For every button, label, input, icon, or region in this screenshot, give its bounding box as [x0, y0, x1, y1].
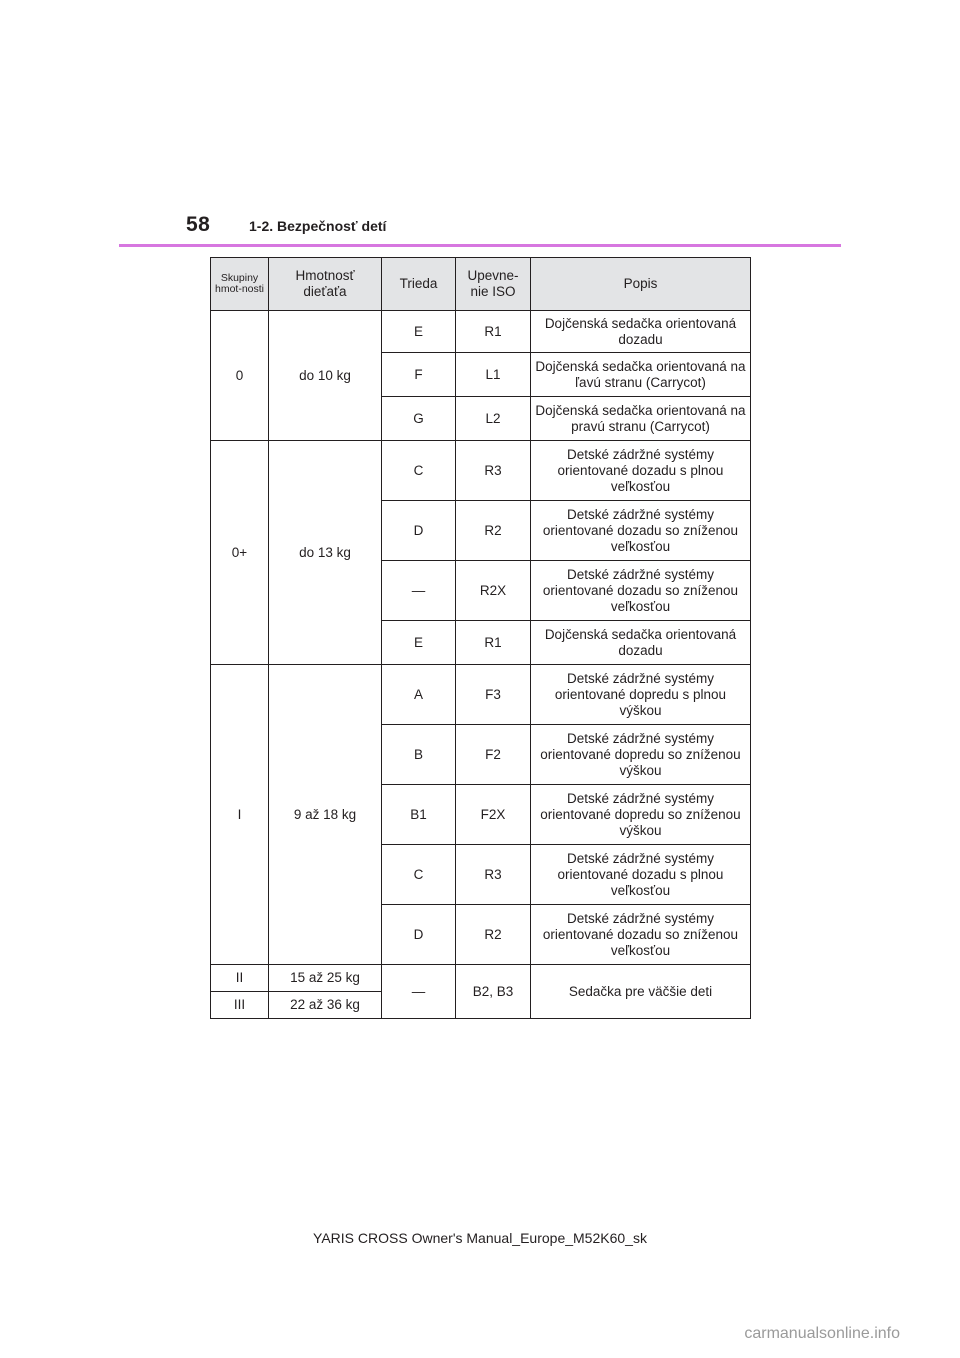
desc-cell: Detské zádržné systémy orientované dozadu s plnou veľkosťou [531, 441, 751, 501]
weight-cell: 22 až 36 kg [269, 992, 382, 1019]
group-cell: I [211, 665, 269, 965]
watermark: carmanualsonline.info [744, 1325, 900, 1342]
iso-cell: R3 [456, 845, 531, 905]
table-row [211, 965, 751, 992]
child-seat-table [210, 257, 751, 1019]
table-row [211, 441, 751, 501]
header-rule [119, 244, 841, 247]
iso-cell: B2, B3 [456, 965, 531, 1019]
weight-cell: 15 až 25 kg [269, 965, 382, 992]
iso-cell: F3 [456, 665, 531, 725]
table-row [211, 311, 751, 353]
class-cell: — [382, 965, 456, 1019]
table-row [211, 665, 751, 725]
column-header-class: Trieda [382, 258, 456, 311]
iso-cell: R2 [456, 905, 531, 965]
class-cell: C [382, 441, 456, 501]
table-header-row [211, 258, 751, 311]
iso-cell: L1 [456, 353, 531, 397]
desc-cell: Detské zádržné systémy orientované dozadu so zníženou veľkosťou [531, 501, 751, 561]
weight-cell: do 10 kg [269, 311, 382, 441]
iso-cell: R1 [456, 311, 531, 353]
iso-cell: R1 [456, 621, 531, 665]
desc-cell: Dojčenská sedačka orientovaná dozadu [531, 621, 751, 665]
desc-cell: Detské zádržné systémy orientované dopredu so zníženou výškou [531, 785, 751, 845]
desc-cell: Detské zádržné systémy orientované dozadu s plnou veľkosťou [531, 845, 751, 905]
desc-cell: Dojčenská sedačka orientovaná dozadu [531, 311, 751, 353]
iso-cell: F2X [456, 785, 531, 845]
group-cell: 0+ [211, 441, 269, 665]
iso-cell: R3 [456, 441, 531, 501]
class-cell: B [382, 725, 456, 785]
page-number: 58 [186, 213, 211, 236]
desc-cell: Dojčenská sedačka orientovaná na pravú stranu (Carrycot) [531, 397, 751, 441]
desc-cell: Dojčenská sedačka orientovaná na ľavú stranu (Carrycot) [531, 353, 751, 397]
class-cell: B1 [382, 785, 456, 845]
iso-cell: R2X [456, 561, 531, 621]
class-cell: E [382, 621, 456, 665]
iso-cell: R2 [456, 501, 531, 561]
desc-cell: Detské zádržné systémy orientované dozadu so zníženou veľkosťou [531, 561, 751, 621]
column-header-iso: Upevne-nie ISO [456, 258, 531, 311]
desc-cell: Sedačka pre väčšie deti [531, 965, 751, 1019]
group-cell: 0 [211, 311, 269, 441]
section-title: 1-2. Bezpečnosť detí [249, 218, 387, 234]
desc-cell: Detské zádržné systémy orientované dozadu so zníženou veľkosťou [531, 905, 751, 965]
group-cell: III [211, 992, 269, 1019]
class-cell: G [382, 397, 456, 441]
class-cell: E [382, 311, 456, 353]
weight-cell: do 13 kg [269, 441, 382, 665]
class-cell: A [382, 665, 456, 725]
column-header-desc: Popis [531, 258, 751, 311]
footer-manual-id: YARIS CROSS Owner's Manual_Europe_M52K60_sk [313, 1230, 647, 1246]
column-header-weight: Hmotnosť dieťaťa [269, 258, 382, 311]
class-cell: — [382, 561, 456, 621]
class-cell: D [382, 905, 456, 965]
weight-cell: 9 až 18 kg [269, 665, 382, 965]
column-header-group: Skupiny hmot-nosti [211, 258, 269, 311]
iso-cell: L2 [456, 397, 531, 441]
desc-cell: Detské zádržné systémy orientované dopredu so zníženou výškou [531, 725, 751, 785]
class-cell: D [382, 501, 456, 561]
iso-cell: F2 [456, 725, 531, 785]
class-cell: C [382, 845, 456, 905]
class-cell: F [382, 353, 456, 397]
desc-cell: Detské zádržné systémy orientované dopredu s plnou výškou [531, 665, 751, 725]
group-cell: II [211, 965, 269, 992]
